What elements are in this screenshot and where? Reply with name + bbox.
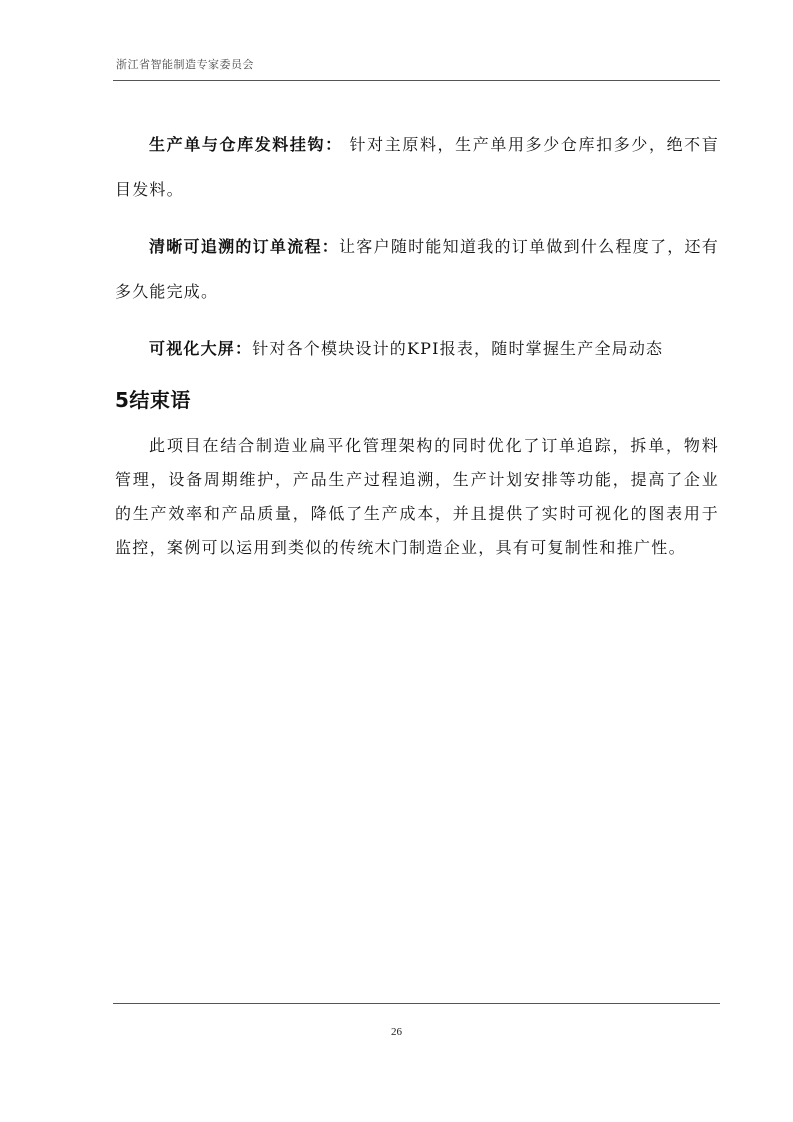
feature-paragraph-warehouse: [115, 122, 719, 212]
feature-label: 清晰可追溯的订单流程：: [149, 237, 340, 256]
feature-text: 针对各个模块设计的KPI报表，随时掌握生产全局动态: [252, 339, 664, 358]
footer-divider: [113, 1003, 720, 1004]
feature-text: 让客户随时能知道我的订单做到什么程度了，还有多久能完成。: [115, 237, 720, 301]
feature-paragraph-traceability: [115, 224, 719, 314]
running-header: 浙江省智能制造专家委员会: [116, 58, 254, 71]
header-divider: [113, 80, 720, 81]
conclusion-paragraph: 此项目在结合制造业扁平化管理架构的同时优化了订单追踪，拆单，物料管理，设备周期维护，产品生产过程追溯，生产计划安排等功能，提高了企业的生产效率和产品质量，降低了生产成本，并且提供了实时可视化的图表用于监控，案例可以运用到类似的传统木门制造企业，具有可复制性和推广性。: [115, 436, 719, 557]
feature-text: 针对主原料，生产单用多少仓库扣多少，绝不盲目发料。: [115, 135, 719, 199]
page-body: [115, 122, 719, 565]
feature-label: 可视化大屏：: [149, 339, 253, 358]
section-title: 结束语: [129, 388, 191, 412]
page-number: 26: [391, 1026, 402, 1038]
section-heading: [115, 385, 719, 415]
feature-paragraph-dashboard: [115, 326, 719, 371]
section-number: 5: [115, 388, 130, 412]
feature-label: 生产单与仓库发料挂钩：: [149, 135, 343, 154]
